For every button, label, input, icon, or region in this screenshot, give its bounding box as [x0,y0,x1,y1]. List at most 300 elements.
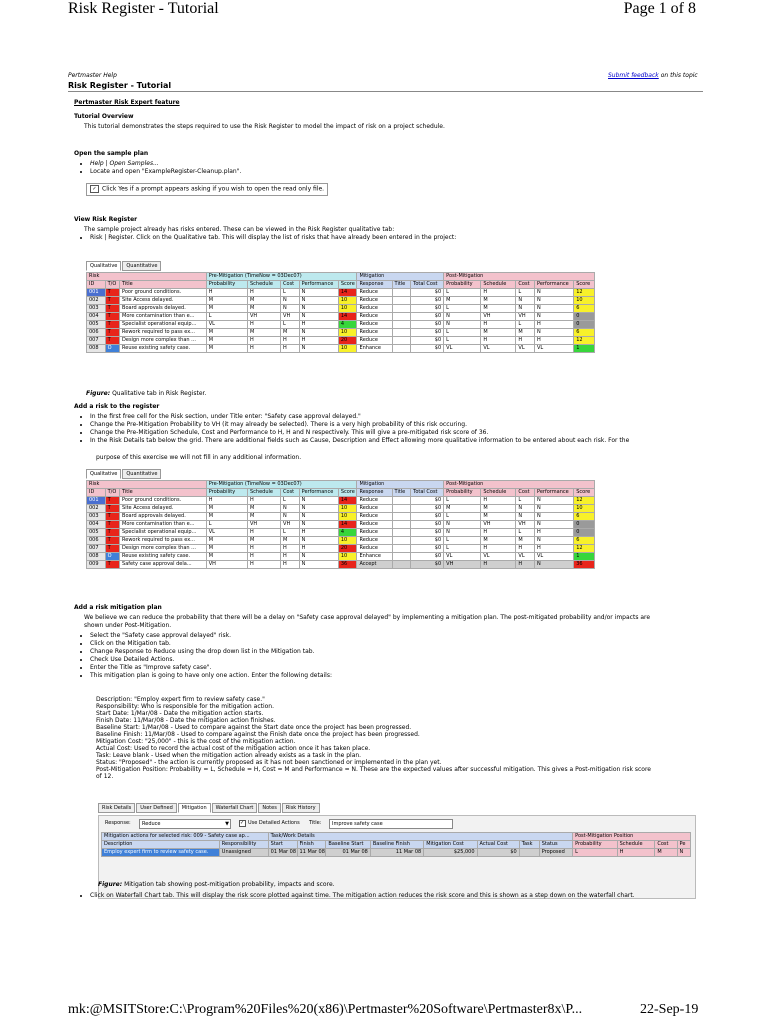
grid-cell[interactable]: H [281,337,300,345]
grid-cell[interactable]: 009 [87,561,106,569]
grid-cell[interactable]: L [444,513,481,521]
grid-cell[interactable]: H [248,553,281,561]
grid-cell[interactable]: VL [481,553,516,561]
grid-cell[interactable]: H [481,289,516,297]
grid-cell[interactable] [392,561,411,569]
table-row[interactable] [87,345,595,353]
column-header[interactable]: Performance [535,489,574,497]
grid-cell[interactable] [392,545,411,553]
grid-cell[interactable]: 10 [338,297,357,305]
grid-cell[interactable]: 10 [338,537,357,545]
grid-cell[interactable]: N [535,497,574,505]
grid-cell[interactable]: More contamination than e... [120,521,207,529]
grid-cell[interactable]: VH [281,313,300,321]
grid-cell[interactable]: H [281,345,300,353]
column-header[interactable]: Responsibility [219,841,268,849]
table-row[interactable] [87,313,595,321]
column-header[interactable]: Probability [206,489,247,497]
grid-cell[interactable]: VL [516,345,535,353]
grid-cell[interactable]: Reduce [357,305,392,313]
grid-cell[interactable]: M [248,305,281,313]
grid-cell[interactable]: N [516,513,535,521]
column-header[interactable]: Title [392,489,411,497]
grid-cell[interactable]: 36 [574,561,595,569]
grid-cell[interactable]: H [281,545,300,553]
grid-cell[interactable]: 007 [87,545,106,553]
grid-cell[interactable]: 01 Mar 08 [326,849,370,857]
grid-cell[interactable]: H [248,529,281,537]
grid-cell[interactable]: M [206,545,247,553]
table-row[interactable] [87,297,595,305]
grid-cell[interactable]: 12 [574,497,595,505]
column-header[interactable]: ID [87,489,106,497]
grid-cell[interactable]: T [105,289,119,297]
grid-cell[interactable]: 6 [574,537,595,545]
grid-cell[interactable]: H [248,561,281,569]
grid-cell[interactable]: Specialist operational equip... [120,321,207,329]
group-mitigation[interactable]: Mitigation [357,481,444,489]
column-header[interactable]: Title [120,489,207,497]
grid-cell[interactable]: H [481,497,516,505]
table-row[interactable] [87,321,595,329]
grid-cell[interactable]: 008 [87,553,106,561]
grid-cell[interactable]: N [535,537,574,545]
grid-cell[interactable]: Reduce [357,513,392,521]
grid-cell[interactable]: T [105,497,119,505]
table-row[interactable] [87,497,595,505]
grid-cell[interactable]: 14 [338,497,357,505]
grid-cell[interactable]: 14 [338,289,357,297]
column-header[interactable]: Response [357,281,392,289]
grid-cell[interactable]: H [481,337,516,345]
column-header[interactable]: Baseline Start [326,841,370,849]
grid-cell[interactable]: N [535,313,574,321]
grid-cell[interactable]: H [481,545,516,553]
grid-cell[interactable]: $0 [411,529,444,537]
table-row[interactable] [87,553,595,561]
grid-cell[interactable]: Reduce [357,297,392,305]
grid-cell[interactable]: H [206,289,247,297]
grid-cell[interactable]: $0 [411,521,444,529]
grid-cell[interactable]: Board approvals delayed. [120,305,207,313]
grid-cell[interactable] [392,289,411,297]
group-risk[interactable]: Risk [87,273,207,281]
submit-feedback-link[interactable]: Submit feedback [608,72,659,79]
grid-cell[interactable]: $0 [411,297,444,305]
grid-cell[interactable]: N [281,505,300,513]
grid-cell[interactable]: L [573,849,617,857]
grid-cell[interactable]: VH [248,313,281,321]
grid-cell[interactable]: L [444,537,481,545]
grid-cell[interactable]: N [299,553,338,561]
grid-cell[interactable]: L [206,313,247,321]
group-risk[interactable]: Risk [87,481,207,489]
table-row[interactable] [87,513,595,521]
grid-cell[interactable]: N [299,505,338,513]
mitigation-title-input[interactable]: Improve safety case [329,819,453,829]
grid-cell[interactable]: H [299,321,338,329]
grid-cell[interactable]: 10 [338,505,357,513]
grid-cell[interactable]: T [105,321,119,329]
grid-cell[interactable]: N [299,313,338,321]
grid-cell[interactable]: N [535,561,574,569]
group-post-mitigation-position[interactable]: Post-Mitigation Position [573,833,691,841]
grid-cell[interactable]: H [516,561,535,569]
grid-cell[interactable]: H [248,497,281,505]
grid-cell[interactable]: 10 [338,553,357,561]
grid-cell[interactable]: 14 [338,313,357,321]
column-header[interactable]: Title [120,281,207,289]
grid-cell[interactable]: Design more complex than ... [120,545,207,553]
grid-cell[interactable] [392,505,411,513]
grid-cell[interactable]: Reuse existing safety case. [120,553,207,561]
grid-cell[interactable]: H [516,545,535,553]
column-header[interactable]: Response [357,489,392,497]
grid-cell[interactable]: Employ expert firm to review safety case. [102,849,220,857]
grid-cell[interactable]: M [248,513,281,521]
grid-cell[interactable]: M [516,329,535,337]
grid-cell[interactable]: 6 [574,329,595,337]
grid-cell[interactable]: L [281,321,300,329]
column-header[interactable]: Description [102,841,220,849]
grid-cell[interactable]: L [281,497,300,505]
grid-cell[interactable]: M [206,329,247,337]
grid-cell[interactable]: O [105,553,119,561]
grid-cell[interactable]: 20 [338,337,357,345]
grid-cell[interactable]: Rework required to pass ex... [120,537,207,545]
grid-cell[interactable]: T [105,313,119,321]
grid-cell[interactable]: Reduce [357,545,392,553]
grid-cell[interactable]: 002 [87,297,106,305]
grid-cell[interactable]: Reduce [357,321,392,329]
grid-cell[interactable]: T [105,521,119,529]
grid-cell[interactable]: M [655,849,677,857]
column-header[interactable]: Schedule [248,281,281,289]
group-mitigation-actions[interactable]: Mitigation actions for selected risk: 009 - Safety case ap... [102,833,269,841]
tab-quantitative[interactable]: Quantitative [122,261,161,271]
grid-cell[interactable]: Specialist operational equip... [120,529,207,537]
grid-cell[interactable]: $25,000 [424,849,477,857]
grid-cell[interactable]: L [444,289,481,297]
grid-cell[interactable]: Unassigned [219,849,268,857]
grid-cell[interactable]: M [281,537,300,545]
grid-cell[interactable]: 005 [87,321,106,329]
group-pre-mitigation[interactable]: Pre-Mitigation (TimeNow = 03Dec07) [206,273,357,281]
grid-cell[interactable] [392,521,411,529]
grid-cell[interactable]: T [105,329,119,337]
grid-cell[interactable]: H [281,561,300,569]
detailed-actions-checkbox[interactable]: ✓ Use Detailed Actions [240,820,300,826]
grid-cell[interactable]: T [105,305,119,313]
grid-cell[interactable]: VH [516,313,535,321]
grid-cell[interactable]: 36 [338,561,357,569]
grid-cell[interactable]: M [481,297,516,305]
grid-cell[interactable]: $0 [411,545,444,553]
grid-cell[interactable]: H [299,529,338,537]
column-header[interactable]: Schedule [481,489,516,497]
grid-cell[interactable]: 10 [338,329,357,337]
grid-cell[interactable]: H [248,337,281,345]
table-row[interactable] [87,289,595,297]
grid-cell[interactable]: Reduce [357,521,392,529]
column-header[interactable]: Cost [655,841,677,849]
grid-cell[interactable]: N [281,305,300,313]
tab-mitigation[interactable]: Mitigation [178,803,211,813]
grid-cell[interactable] [392,513,411,521]
grid-cell[interactable]: VL [516,553,535,561]
grid-cell[interactable]: T [105,561,119,569]
tab-risk-history[interactable]: Risk History [282,803,320,813]
table-row[interactable] [87,561,595,569]
table-row[interactable] [87,305,595,313]
column-header[interactable]: Probability [206,281,247,289]
grid-cell[interactable]: M [206,553,247,561]
grid-cell[interactable]: $0 [411,345,444,353]
grid-cell[interactable]: L [516,529,535,537]
grid-cell[interactable]: N [516,305,535,313]
grid-cell[interactable]: 007 [87,337,106,345]
grid-cell[interactable]: 6 [574,305,595,313]
grid-cell[interactable]: $0 [411,505,444,513]
table-row[interactable] [87,505,595,513]
grid-cell[interactable]: M [206,345,247,353]
grid-cell[interactable]: 003 [87,513,106,521]
grid-cell[interactable]: 4 [338,321,357,329]
grid-cell[interactable]: L [281,529,300,537]
grid-cell[interactable]: 001 [87,497,106,505]
grid-cell[interactable]: L [516,321,535,329]
grid-cell[interactable]: N [299,513,338,521]
grid-cell[interactable]: H [481,561,516,569]
grid-cell[interactable]: M [248,297,281,305]
grid-cell[interactable]: Poor ground conditions. [120,497,207,505]
grid-cell[interactable]: Reduce [357,313,392,321]
grid-cell[interactable]: 11 Mar 08 [297,849,326,857]
grid-cell[interactable]: M [481,329,516,337]
grid-cell[interactable]: Rework required to pass ex... [120,329,207,337]
grid-cell[interactable]: 0 [574,529,595,537]
column-header[interactable]: Mitigation Cost [424,841,477,849]
grid-cell[interactable]: 10 [338,513,357,521]
grid-cell[interactable]: L [281,289,300,297]
grid-cell[interactable]: T [105,545,119,553]
grid-cell[interactable]: M [516,537,535,545]
grid-cell[interactable]: $0 [411,553,444,561]
grid-cell[interactable]: 12 [574,337,595,345]
grid-cell[interactable]: M [206,513,247,521]
grid-cell[interactable]: M [206,537,247,545]
grid-cell[interactable]: T [105,505,119,513]
column-header[interactable]: Schedule [481,281,516,289]
grid-cell[interactable]: Reduce [357,505,392,513]
grid-cell[interactable]: 001 [87,289,106,297]
grid-cell[interactable]: L [444,497,481,505]
grid-cell[interactable]: Accept [357,561,392,569]
tab-waterfall-chart[interactable]: Waterfall Chart [212,803,258,813]
grid-cell[interactable]: 6 [574,513,595,521]
column-header[interactable]: Title [392,281,411,289]
grid-cell[interactable]: 10 [574,297,595,305]
grid-cell[interactable]: Site Access delayed. [120,297,207,305]
grid-cell[interactable]: N [299,297,338,305]
column-header[interactable]: Performance [299,489,338,497]
grid-cell[interactable]: M [444,297,481,305]
grid-cell[interactable]: M [281,329,300,337]
grid-cell[interactable] [392,537,411,545]
grid-cell[interactable]: $0 [411,561,444,569]
grid-cell[interactable]: VL [444,553,481,561]
grid-cell[interactable]: VL [206,321,247,329]
column-header[interactable]: Baseline Finish [370,841,423,849]
grid-cell[interactable]: H [299,545,338,553]
column-header[interactable]: Task [519,841,539,849]
grid-cell[interactable]: H [535,321,574,329]
grid-cell[interactable]: H [535,529,574,537]
grid-cell[interactable] [392,529,411,537]
grid-cell[interactable]: Design more complex than ... [120,337,207,345]
grid-cell[interactable]: T [105,337,119,345]
grid-cell[interactable]: Board approvals delayed. [120,513,207,521]
grid-cell[interactable]: VL [444,345,481,353]
grid-cell[interactable]: L [516,289,535,297]
grid-cell[interactable]: L [444,545,481,553]
grid-cell[interactable]: VH [481,521,516,529]
column-header[interactable]: Cost [516,281,535,289]
grid-cell[interactable]: N [535,297,574,305]
grid-cell[interactable]: L [444,305,481,313]
grid-cell[interactable]: Reduce [357,329,392,337]
grid-cell[interactable]: T [105,529,119,537]
grid-cell[interactable]: Safety case approval dela... [120,561,207,569]
grid-cell[interactable]: 002 [87,505,106,513]
grid-cell[interactable]: Reduce [357,497,392,505]
grid-cell[interactable]: 12 [574,289,595,297]
grid-cell[interactable]: N [299,497,338,505]
grid-cell[interactable]: $0 [411,289,444,297]
grid-cell[interactable]: Reduce [357,529,392,537]
grid-cell[interactable]: N [299,561,338,569]
grid-cell[interactable]: H [481,321,516,329]
grid-cell[interactable]: T [105,513,119,521]
column-header[interactable]: Total Cost [411,281,444,289]
grid-cell[interactable]: $0 [411,305,444,313]
grid-cell[interactable]: N [299,345,338,353]
grid-cell[interactable]: N [535,289,574,297]
grid-cell[interactable]: N [299,537,338,545]
grid-cell[interactable]: N [299,329,338,337]
grid-cell[interactable]: N [535,505,574,513]
column-header[interactable]: Probability [444,281,481,289]
grid-cell[interactable]: $0 [411,513,444,521]
grid-cell[interactable]: H [535,545,574,553]
grid-cell[interactable]: More contamination than e... [120,313,207,321]
grid-cell[interactable]: VL [535,553,574,561]
grid-cell[interactable] [392,553,411,561]
grid-cell[interactable]: N [444,313,481,321]
grid-cell[interactable]: VL [535,345,574,353]
column-header[interactable]: Status [539,841,572,849]
table-row[interactable] [87,521,595,529]
column-header[interactable]: Cost [281,489,300,497]
grid-cell[interactable]: 008 [87,345,106,353]
tab-risk-details[interactable]: Risk Details [98,803,135,813]
grid-cell[interactable]: Site Access delayed. [120,505,207,513]
grid-cell[interactable]: 10 [574,505,595,513]
grid-cell[interactable] [392,337,411,345]
column-header[interactable]: Score [338,281,357,289]
column-header[interactable]: Start [268,841,297,849]
grid-cell[interactable]: Proposed [539,849,572,857]
column-header[interactable]: Cost [281,281,300,289]
grid-cell[interactable]: L [206,521,247,529]
grid-cell[interactable]: $0 [477,849,519,857]
column-header[interactable]: Finish [297,841,326,849]
tab-quantitative[interactable]: Quantitative [122,469,161,479]
table-row[interactable] [87,329,595,337]
grid-cell[interactable]: 004 [87,313,106,321]
grid-cell[interactable]: 4 [338,529,357,537]
grid-cell[interactable]: 12 [574,545,595,553]
grid-cell[interactable]: N [444,521,481,529]
grid-cell[interactable]: N [444,321,481,329]
grid-cell[interactable]: N [281,297,300,305]
column-header[interactable]: Probability [444,489,481,497]
grid-cell[interactable]: N [444,529,481,537]
grid-cell[interactable]: 005 [87,529,106,537]
group-post-mitigation[interactable]: Post-Mitigation [444,481,595,489]
table-row[interactable] [87,337,595,345]
grid-cell[interactable]: $0 [411,497,444,505]
grid-cell[interactable]: M [248,329,281,337]
grid-cell[interactable]: VL [206,529,247,537]
grid-cell[interactable]: H [299,337,338,345]
table-row[interactable] [102,849,691,857]
grid-cell[interactable] [392,313,411,321]
grid-cell[interactable]: H [481,529,516,537]
grid-cell[interactable]: N [299,289,338,297]
grid-cell[interactable]: 003 [87,305,106,313]
grid-cell[interactable]: M [481,505,516,513]
grid-cell[interactable]: M [248,505,281,513]
grid-cell[interactable]: 20 [338,545,357,553]
grid-cell[interactable]: L [444,337,481,345]
response-select[interactable]: Reduce ▼ [139,819,231,829]
grid-cell[interactable]: T [105,537,119,545]
grid-cell[interactable]: H [248,321,281,329]
grid-cell[interactable]: VH [481,313,516,321]
grid-cell[interactable]: VH [444,561,481,569]
grid-cell[interactable]: 006 [87,537,106,545]
group-task-details[interactable]: Task/Work Details [268,833,572,841]
grid-cell[interactable] [392,329,411,337]
grid-cell[interactable]: 14 [338,521,357,529]
group-pre-mitigation[interactable]: Pre-Mitigation (TimeNow = 03Dec07) [206,481,357,489]
grid-cell[interactable] [519,849,539,857]
grid-cell[interactable]: M [481,513,516,521]
grid-cell[interactable]: H [617,849,655,857]
column-header[interactable]: Performance [299,281,338,289]
grid-cell[interactable]: N [535,513,574,521]
grid-cell[interactable]: M [481,305,516,313]
grid-cell[interactable]: Reduce [357,537,392,545]
grid-cell[interactable]: N [535,521,574,529]
grid-cell[interactable]: M [206,337,247,345]
column-header[interactable]: Total Cost [411,489,444,497]
grid-cell[interactable]: H [535,337,574,345]
tab-qualitative[interactable]: Qualitative [86,469,121,479]
grid-cell[interactable]: H [248,345,281,353]
grid-cell[interactable]: VH [206,561,247,569]
